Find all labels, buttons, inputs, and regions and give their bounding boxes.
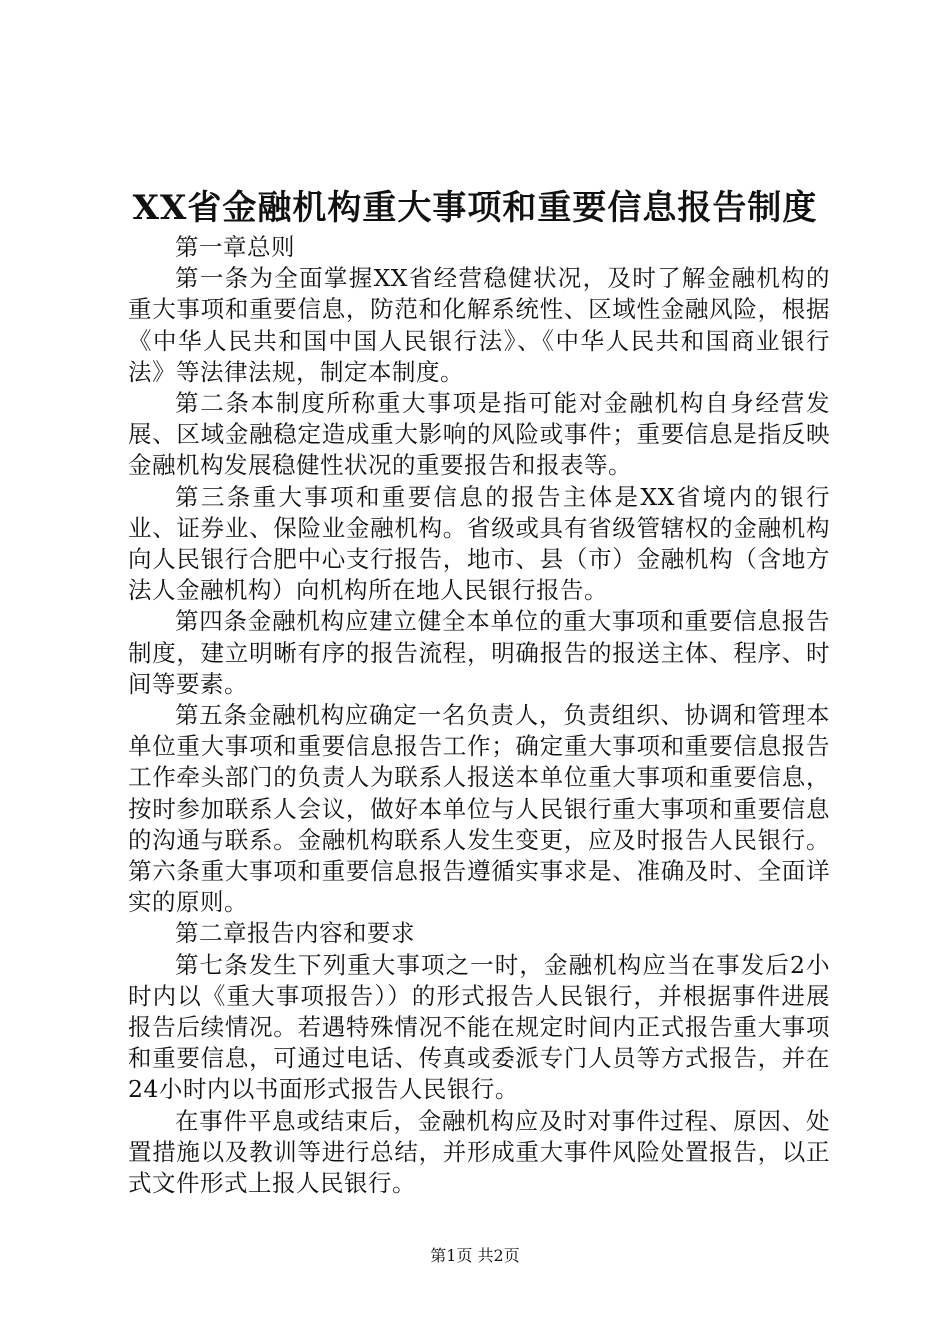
chapter-heading-1: 第一章总则 — [175, 233, 295, 261]
article-7-paragraph: 第七条发生下列重大事项之一时，金融机构应当在事发后2小时内以《重大事项报告））的形式报告人民银行，并根据事件进展报告后续情况。若遇特殊情况不能在规定时间内正式报告重大事项和重要信息，可通过电话、传真或委派专门人员等方式报告，并在24小时内以书面形式报告人民银行。 — [128, 950, 830, 1104]
document-title: XX省金融机构重大事项和重要信息报告制度 — [132, 188, 818, 228]
page-number-footer: 第1页 共2页 — [430, 1246, 520, 1265]
article-2-paragraph: 第二条本制度所称重大事项是指可能对金融机构自身经营发展、区域金融稳定造成重大影响的风险或事件；重要信息是指反映金融机构发展稳健性状况的重要报告和报表等。 — [128, 389, 830, 480]
document-body — [128, 232, 830, 1199]
summary-paragraph: 在事件平息或结束后，金融机构应及时对事件过程、原因、处置措施以及教训等进行总结，并形成重大事件风险处置报告，以正式文件形式上报人民银行。 — [128, 1106, 830, 1198]
article-3-paragraph: 第三条重大事项和重要信息的报告主体是XX省境内的银行业、证券业、保险业金融机构。省级或具有省级管辖权的金融机构向人民银行合肥中心支行报告，地市、县（市）金融机构（含地方法人金融机构）向机构所在地人民银行报告。 — [128, 482, 830, 605]
chapter-heading-2: 第二章报告内容和要求 — [175, 919, 415, 948]
article-4-paragraph: 第四条金融机构应建立健全本单位的重大事项和重要信息报告制度，建立明晰有序的报告流程，明确报告的报送主体、程序、时间等要素。 — [128, 607, 830, 698]
article-1-paragraph: 第一条为全面掌握XX省经营稳健状况，及时了解金融机构的重大事项和重要信息，防范和化解系统性、区域性金融风险，根据《中华人民共和国中国人民银行法》、《中华人民共和国商业银行法》等法律法规，制定本制度。 — [128, 264, 830, 386]
article-5-6-paragraph: 第五条金融机构应确定一名负责人，负责组织、协调和管理本单位重大事项和重要信息报告工作；确定重大事项和重要信息报告工作牵头部门的负责人为联系人报送本单位重大事项和重要信息，按时参加联系人会议，做好本单位与人民银行重大事项和重要信息的沟通与联系。金融机构联系人发生变更，应及时报告人民银行。第六条重大事项和重要信息报告遵循实事求是、准确及时、全面详实的原则。 — [128, 701, 830, 917]
